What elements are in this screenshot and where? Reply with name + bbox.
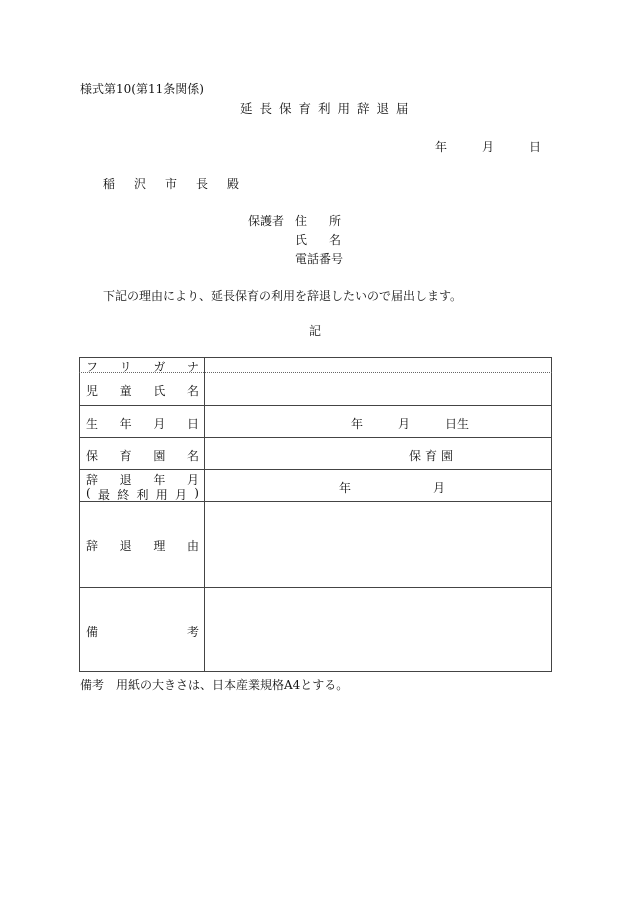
label-char: 退 bbox=[119, 539, 132, 553]
date-year: 年 bbox=[435, 140, 448, 154]
name-label bbox=[295, 231, 341, 248]
birthdate-label bbox=[86, 415, 199, 432]
reason-label bbox=[86, 537, 199, 554]
birthdate-day: 日生 bbox=[445, 417, 470, 431]
date-month: 月 bbox=[482, 140, 495, 154]
label-char: ) bbox=[194, 486, 199, 500]
label-char: 年 bbox=[153, 473, 166, 487]
label-char: 年 bbox=[119, 417, 132, 431]
row-remarks bbox=[79, 588, 552, 671]
withdraw-month: 月 bbox=[433, 481, 446, 495]
label-char: 童 bbox=[119, 384, 132, 398]
footnote: 備考 用紙の大きさは、日本産業規格A4とする。 bbox=[80, 678, 349, 692]
birthdate-month: 月 bbox=[398, 417, 411, 431]
addressee-char: 沢 bbox=[133, 177, 146, 191]
nursery-suffix: 保育園 bbox=[409, 449, 458, 463]
date-day: 日 bbox=[529, 140, 542, 154]
label-char: 備 bbox=[86, 625, 99, 639]
nursery-label bbox=[86, 447, 199, 464]
row-reason bbox=[79, 502, 552, 588]
row-nursery bbox=[79, 438, 552, 470]
label-char: ( bbox=[86, 486, 91, 500]
name-label-char: 氏 bbox=[295, 233, 308, 247]
phone-label: 電話番号 bbox=[295, 252, 344, 266]
label-char: 児 bbox=[86, 384, 99, 398]
label-char: 保 bbox=[86, 449, 99, 463]
label-char: フ bbox=[86, 360, 99, 374]
label-char: 月 bbox=[175, 488, 188, 502]
address-label bbox=[295, 212, 341, 229]
applicant-role: 保護者 bbox=[248, 214, 285, 228]
label-char: 日 bbox=[186, 417, 199, 431]
addressee-char: 長 bbox=[195, 177, 208, 191]
label-char: 最 bbox=[97, 488, 110, 502]
address-label-char: 所 bbox=[328, 214, 341, 228]
label-char: 利 bbox=[136, 488, 149, 502]
birthdate-year: 年 bbox=[351, 417, 364, 431]
row-child-name bbox=[79, 373, 552, 406]
row-furigana bbox=[79, 357, 552, 373]
withdraw-date-sublabel bbox=[86, 486, 199, 503]
addressee-char: 殿 bbox=[226, 177, 239, 191]
label-char: 退 bbox=[119, 473, 132, 487]
label-char: ガ bbox=[153, 360, 166, 374]
addressee-char: 稲 bbox=[103, 177, 116, 191]
label-char: ナ bbox=[186, 360, 199, 374]
body-text: 下記の理由により、延長保育の利用を辞退したいので届出します。 bbox=[103, 289, 463, 303]
label-char: 名 bbox=[186, 384, 199, 398]
child-name-label bbox=[86, 382, 199, 399]
row-withdraw-date bbox=[79, 470, 552, 502]
label-char: 用 bbox=[155, 488, 168, 502]
label-char: 辞 bbox=[86, 539, 99, 553]
label-char: 由 bbox=[186, 539, 199, 553]
label-char: 終 bbox=[117, 488, 130, 502]
form-title: 延長保育利用辞退届 bbox=[240, 101, 416, 116]
label-char: リ bbox=[119, 360, 132, 374]
label-char: 理 bbox=[153, 539, 166, 553]
label-char: 辞 bbox=[86, 473, 99, 487]
label-char: 名 bbox=[186, 449, 199, 463]
withdraw-year: 年 bbox=[339, 481, 352, 495]
addressee bbox=[103, 175, 239, 192]
addressee-char: 市 bbox=[164, 177, 177, 191]
ki-mark: 記 bbox=[309, 324, 322, 338]
row-birthdate bbox=[79, 406, 552, 438]
label-char: 生 bbox=[86, 417, 99, 431]
label-char: 月 bbox=[186, 473, 199, 487]
label-char: 園 bbox=[153, 449, 166, 463]
address-label-char: 住 bbox=[295, 214, 308, 228]
label-char: 氏 bbox=[153, 384, 166, 398]
remarks-label bbox=[86, 623, 199, 640]
form-number: 様式第10(第11条関係) bbox=[80, 82, 204, 96]
label-char: 月 bbox=[153, 417, 166, 431]
label-char: 育 bbox=[119, 449, 132, 463]
name-label-char: 名 bbox=[328, 233, 341, 247]
label-char: 考 bbox=[186, 625, 199, 639]
